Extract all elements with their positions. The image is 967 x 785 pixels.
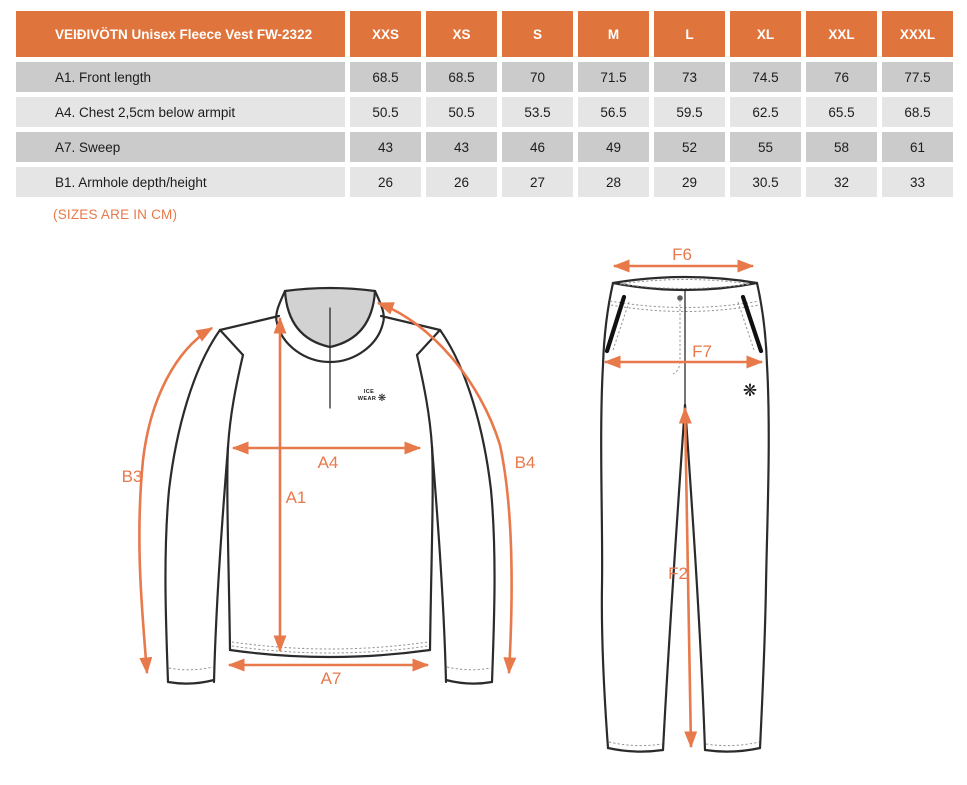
left-shoulder-panel-seam [220,330,243,355]
right-cuff-stitch [447,667,491,670]
left-cuff [168,680,214,684]
size-header-xl: XL [730,11,801,57]
table-row [16,132,953,162]
hem-stitch [232,646,428,653]
left-shoulder-seam [220,316,279,330]
body-right-side [430,447,433,650]
dimension-label-f2: F2 [668,564,688,583]
cell: 70 [502,62,573,92]
dimension-arrow-b3 [139,328,212,673]
table-row [16,62,953,92]
right-sleeve-inner [432,447,446,682]
product-title: VEIÐIVÖTN Unisex Fleece Vest FW-2322 [16,11,345,57]
right-raglan-seam [417,355,432,447]
dimension-label-f6: F6 [672,245,692,264]
size-header-xxs: XXS [350,11,421,57]
cell: 68.5 [426,62,497,92]
table-row [16,167,953,197]
left-hem-stitch [609,742,662,746]
row-label: A4. Chest 2,5cm below armpit [16,97,345,127]
snowflake-icon: ❋ [377,393,387,404]
cell: 28 [578,167,649,197]
cell: 68.5 [350,62,421,92]
fleece-dimension-arrows [122,303,536,688]
dimension-label-f7: F7 [692,342,712,361]
left-sleeve-outer [165,330,220,682]
dimension-label-a4: A4 [317,453,339,472]
row-label: B1. Armhole depth/height [16,167,345,197]
logo-text-wear: WEAR [357,396,377,402]
right-leg-outer [760,365,769,748]
cell: 65.5 [806,97,877,127]
cell: 33 [882,167,953,197]
pants-snowflake-icon: ❋ [742,381,758,401]
waist-button [677,295,683,301]
cell: 58 [806,132,877,162]
size-header-xs: XS [426,11,497,57]
cell: 76 [806,62,877,92]
logo-text-ice: ICE [363,389,375,395]
cell: 53.5 [502,97,573,127]
cell: 30.5 [730,167,801,197]
cell: 74.5 [730,62,801,92]
cell: 50.5 [426,97,497,127]
right-hem-stitch [706,742,759,746]
size-header-xxxl: XXXL [882,11,953,57]
cell: 26 [350,167,421,197]
dimension-label-a1: A1 [285,488,307,507]
cell: 27 [502,167,573,197]
right-cuff [446,680,492,684]
cell: 71.5 [578,62,649,92]
row-label: A7. Sweep [16,132,345,162]
pants-garment-outline [601,277,769,752]
cell: 59.5 [654,97,725,127]
left-sleeve-inner [214,447,228,682]
body-left-side [227,447,230,650]
cell: 32 [806,167,877,197]
cell: 55 [730,132,801,162]
cell: 73 [654,62,725,92]
pants-diagram [595,245,780,785]
hem-stitch [232,642,428,649]
left-leg-outer [601,365,608,748]
icewear-logo [358,389,386,404]
cell: 29 [654,167,725,197]
table-header-row [16,11,953,57]
right-shoulder-seam [381,316,440,330]
right-sleeve-outer [440,330,495,682]
units-note: (SIZES ARE IN CM) [53,207,178,222]
cell: 77.5 [882,62,953,92]
size-table [11,6,958,202]
size-header-xxl: XXL [806,11,877,57]
pants-dimension-arrows [605,245,762,747]
left-hem [608,748,663,752]
fleece-diagram [90,250,570,785]
fleece-garment-outline [165,288,494,684]
cell: 62.5 [730,97,801,127]
cell: 43 [350,132,421,162]
right-hem [705,748,760,752]
cell: 52 [654,132,725,162]
row-label: A1. Front length [16,62,345,92]
cell: 46 [502,132,573,162]
cell: 49 [578,132,649,162]
cell: 26 [426,167,497,197]
size-header-l: L [654,11,725,57]
cell: 56.5 [578,97,649,127]
cell: 68.5 [882,97,953,127]
size-header-m: M [578,11,649,57]
size-header-s: S [502,11,573,57]
table-row [16,97,953,127]
dimension-label-b3: B3 [121,467,143,486]
left-raglan-seam [228,355,243,447]
cell: 50.5 [350,97,421,127]
cell: 43 [426,132,497,162]
left-cuff-stitch [169,667,213,670]
cell: 61 [882,132,953,162]
hem [230,650,430,657]
dimension-label-a7: A7 [320,669,342,688]
dimension-label-b4: B4 [514,453,536,472]
